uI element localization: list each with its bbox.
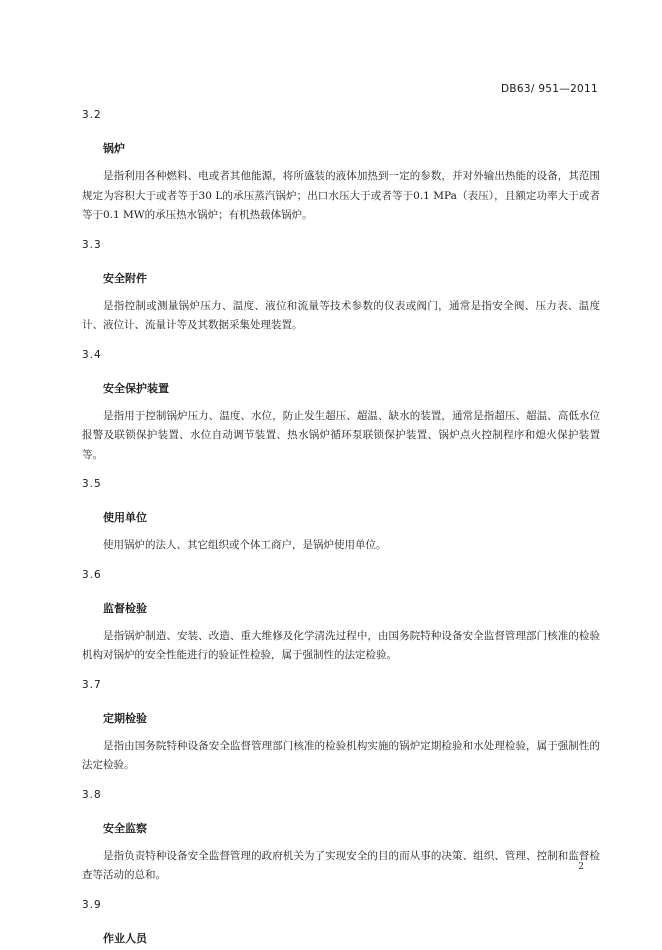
section-number: 3.5 [82, 478, 102, 490]
section-number: 3.6 [82, 568, 102, 581]
section-term: 使用单位 [103, 511, 147, 524]
section-number: 3.3 [82, 238, 102, 251]
page-number: 2 [578, 862, 584, 872]
section-number: 3.9 [82, 898, 102, 911]
section-definition: 是指用于控制锅炉压力、温度、水位，防止发生超压、超温、缺水的装置，通常是指超压、超温、高低水位报警及联锁保护装置、水位自动调节装置、热水锅炉循环泵联锁保护装置、锅炉点火控制程序和熄火保护装置等。 [82, 409, 600, 461]
section-number: 3.2 [82, 109, 102, 121]
section-3-4 [82, 344, 600, 466]
section-3-7 [82, 674, 600, 776]
section-term: 定期检验 [103, 711, 147, 725]
section-definition: 是指负责特种设备安全监督管理的政府机关为了实现安全的目的而从事的决策、组织、管理、控制和监督检查等活动的总和。 [82, 849, 600, 881]
section-term: 安全监察 [103, 821, 147, 835]
section-definition: 是指利用各种燃料、电或者其他能源，将所盛装的液体加热到一定的参数，并对外输出热能的设备，其范围规定为容积大于或者等于30 L的承压蒸汽锅炉；出口水压大于或者等于0.1 MPa（表压），且额定功率大于或者等于0.1 MW的承压热水锅炉；有机热载体锅炉。 [82, 170, 600, 221]
section-number: 3.7 [82, 678, 102, 691]
document-body [82, 104, 600, 950]
section-3-2 [82, 104, 600, 226]
section-term: 监督检验 [103, 601, 147, 615]
section-3-6 [82, 564, 600, 666]
section-definition: 使用锅炉的法人、其它组织或个体工商户，是锅炉使用单位。 [103, 539, 387, 551]
section-3-3 [82, 234, 600, 336]
section-definition: 是指控制或测量锅炉压力、温度、液位和流量等技术参数的仪表或阀门，通常是指安全阀、压力表、温度计、液位计、流量计等及其数据采集处理装置。 [82, 299, 600, 331]
section-definition: 是指由国务院特种设备安全监督管理部门核准的检验机构实施的锅炉定期检验和水处理检验，属于强制性的法定检验。 [82, 739, 600, 771]
section-term: 锅炉 [103, 142, 125, 155]
section-3-9 [82, 894, 600, 950]
section-term: 安全保护装置 [103, 381, 169, 395]
section-number: 3.4 [82, 348, 102, 361]
section-3-8 [82, 784, 600, 886]
section-3-5 [82, 473, 600, 556]
section-term: 安全附件 [103, 271, 147, 285]
section-number: 3.8 [82, 788, 102, 801]
section-definition: 是指锅炉制造、安装、改造、重大维修及化学清洗过程中，由国务院特种设备安全监督管理部门核准的检验机构对锅炉的安全性能进行的验证性检验，属于强制性的法定检验。 [82, 629, 600, 661]
document-code: DB63/ 951—2011 [501, 83, 598, 95]
section-term: 作业人员 [103, 931, 147, 945]
